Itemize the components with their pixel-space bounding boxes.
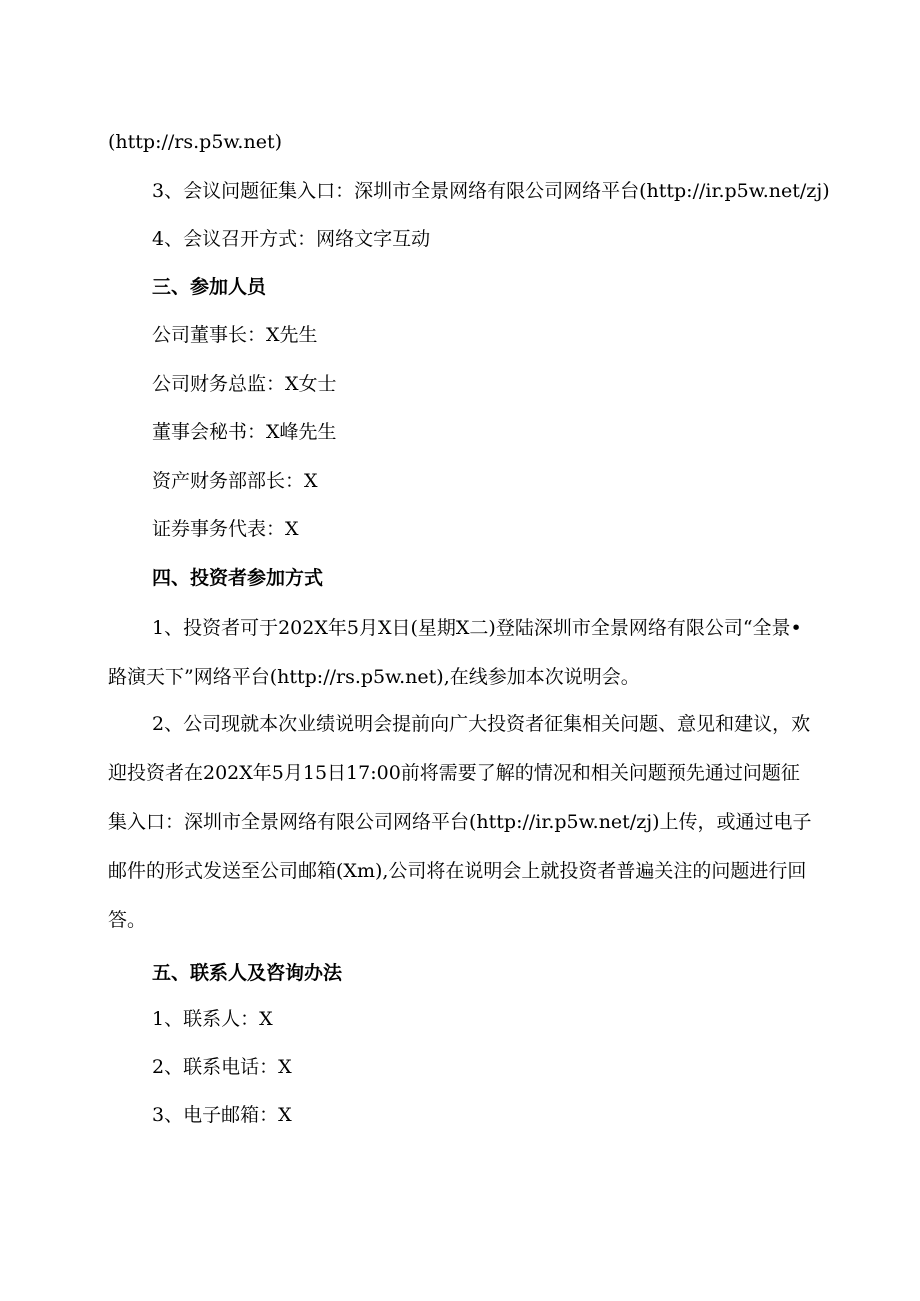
attendee-cfo: 公司财务总监：X女士 [152, 373, 337, 395]
attendee-securities-rep: 证券事务代表：X [152, 518, 299, 540]
section-4-heading: 四、投资者参加方式 [152, 567, 324, 589]
attendee-chairman: 公司董事长：X先生 [152, 324, 318, 346]
section-5-heading: 五、联系人及咨询办法 [152, 962, 343, 984]
contact-email-item: 3、电子邮箱：X [152, 1104, 292, 1126]
question-entry-item: 3、会议问题征集入口：深圳市全景网络有限公司网络平台(http://ir.p5w.net/zj) [152, 180, 830, 202]
investor-participation-paragraph: 1、投资者可于202X年5月X日(星期X二)登陆深圳市全景网络有限公司“全景•路演天下”网络平台(http://rs.p5w.net),在线参加本次说明会。 [108, 617, 802, 688]
contact-person-item: 1、联系人：X [152, 1008, 273, 1030]
section-3-heading: 三、参加人员 [152, 276, 267, 298]
attendee-board-secretary: 董事会秘书：X峰先生 [152, 421, 337, 443]
contact-phone-item: 2、联系电话：X [152, 1056, 292, 1078]
attendee-finance-head: 资产财务部部长：X [152, 470, 318, 492]
url-continuation: (http://rs.p5w.net) [108, 131, 282, 153]
question-collection-paragraph: 2、公司现就本次业绩说明会提前向广大投资者征集相关问题、意见和建议，欢迎投资者在202X年5月15日17:00前将需要了解的情况和相关问题预先通过问题征集入口：深圳市全景网络有限公司网络平台(http://ir.p5w.net/zj)上传，或通过电子邮件的形式发送至公司邮箱(Xm),公司将在说明会上就投资者普遍关注的问题进行回答。 [108, 713, 812, 931]
meeting-format-item: 4、会议召开方式：网络文字互动 [152, 228, 431, 250]
